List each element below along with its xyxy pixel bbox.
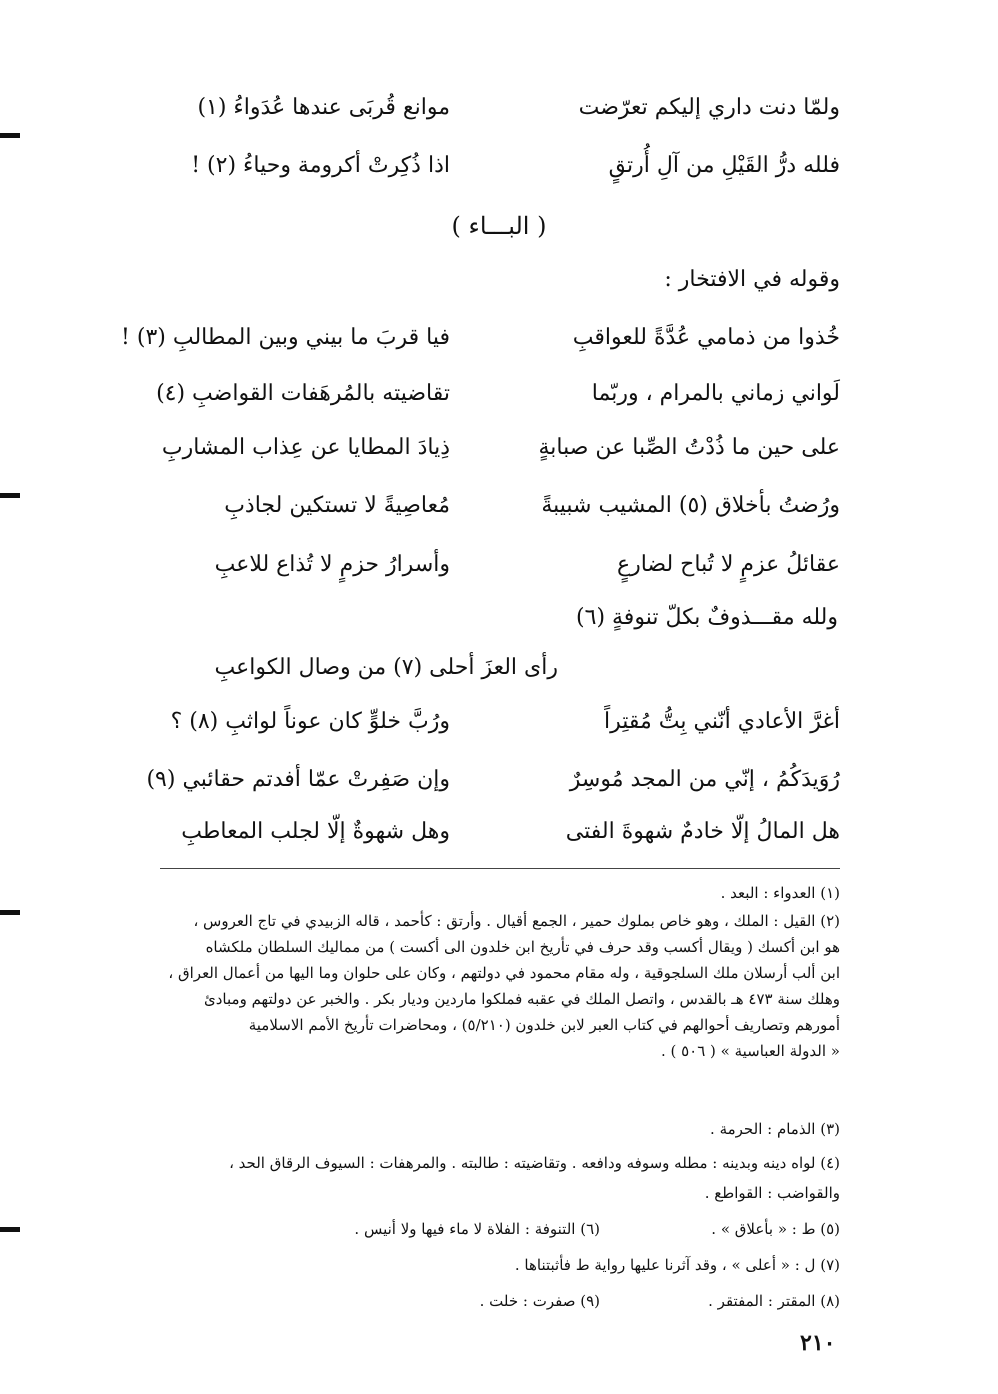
verse-hemistich-second: ذِيادَ المطايا عن عِذاب المشاربِ <box>161 435 450 460</box>
verse <box>150 428 840 468</box>
footnote-2-line: أمورهم وتصاريف أحوالهم في كتاب العبر لابن خلدون (٥/٢١٠) ، ومحاضرات تأريخ الأمم الاسلامية <box>248 1016 840 1034</box>
margin-mark <box>0 1227 20 1232</box>
footnote-8: (٨) المقتر : المفتقر . <box>708 1292 840 1310</box>
footnote-4-line: والقواضب : القواطع . <box>704 1184 840 1202</box>
margin-mark <box>0 133 20 138</box>
verse-hemistich-second: موانع قُربَى عندها عُدَواءُ (١) <box>197 95 450 120</box>
verse-hemistich-first: رُوَيدَكُمُ ، إنّي من المجد مُوسِرٌ <box>569 767 840 792</box>
verse-hemistich-first: ولمّا دنت داري إليكم تعرّضت <box>578 95 840 120</box>
verse-hemistich-second: وأسرارُ حزمٍ لا تُذاع للاعبِ <box>214 552 450 577</box>
verse <box>150 374 840 414</box>
footnote-2-line: ابن ألب أرسلان ملك السلجوقية ، وله مقام محمود في دولتهم ، وكان على حلوان وما اليها من أعمال العراق ، <box>168 964 840 982</box>
verse <box>121 318 840 358</box>
verse-hemistich-second: وهل شهوةٌ إلّا لجلب المعاطبِ <box>181 819 450 844</box>
verse <box>146 760 840 800</box>
verse-hemistich-second: مُعاصِيةً لا تستكين لجاذبِ <box>224 493 450 518</box>
verse-hemistich-second: تقاضيته بالمُرهَفات القواضبِ (٤) <box>156 381 450 406</box>
footnote-2-line: (٢) القيل : الملك ، وهو خاص بملوك حمير ، الجمع أقيال . وأرتق : كأحمد ، قاله الزبيدي في تاج العروس ، <box>193 912 840 930</box>
verse-hemistich-second: اذا ذُكِرتْ أكرومة وحياءُ (٢) ! <box>191 153 450 178</box>
section-heading: ( البـــاء ) <box>451 212 547 240</box>
verse-hemistich-first: أغرَّ الأعادي أنّني بِتُّ مُقتِراً <box>604 709 840 734</box>
verse-hemistich-first: على حين ما ذُدْتُ الصِّبا عن صبابةٍ <box>538 435 840 460</box>
verse-hemistich-second: وإن صَفِرتْ عمّا أفدتم حقائبي (٩) <box>146 767 450 792</box>
verse-hemistich-first: خُذوا من ذمامي عُدَّةً للعواقبِ <box>572 325 840 350</box>
verse-hemistich-second: ورُبَّ خلوٍّ كان عوناً لواثبِ (٨) ؟ <box>170 709 450 734</box>
footnote-5: (٥) ط : « بأعلاق » . <box>711 1220 840 1238</box>
footnote-2-line: وهلك سنة ٤٧٣ هـ بالقدس ، واتصل الملك في عقبه فملكوا ماردين وديار بكر . والخبر عن دولتهم ومبادئ <box>204 990 840 1008</box>
footnote-4-line: (٤) لواه دينه وبدينه : مطله وسوفه ودافعه . وتقاضيته : طالبته . والمرهفات : السيوف الرقاق الحد ، <box>229 1154 840 1172</box>
verse-hemistich-first: عقائلُ عزمٍ لا تُباح لضارعٍ <box>616 552 840 577</box>
verse <box>150 88 840 128</box>
footnote-row <box>160 1216 840 1242</box>
footnote-2-line: هو ابن أكسك ( ويقال أكسب وقد حرف في تأريخ ابن خلدون الى أكست ) من مماليك السلطان ملكشاه <box>205 938 840 956</box>
page-number: ٢١٠ <box>800 1330 836 1356</box>
footnote-9: (٩) صفرت : خلت . <box>479 1292 600 1310</box>
verse <box>150 812 840 852</box>
verse-hemistich-first: فلله درُّ القَيْلِ من آلِ أُرتقٍ <box>608 153 840 178</box>
verse-hemistich-first: هل المالُ إلّا خادمٌ شهوةَ الفتى <box>565 819 840 844</box>
verse-hemistich-second: فيا قربَ ما بيني وبين المطالبِ (٣) ! <box>121 325 450 350</box>
footnote-6: (٦) التنوفة : الفلاة لا ماء فيها ولا أنيس . <box>354 1220 600 1238</box>
footnote-7: (٧) ل : « أعلى » ، وقد آثرنا عليها رواية ط فأثبتناها . <box>514 1256 840 1274</box>
verse-hemistich-first: لَواني زماني بالمرام ، وربّما <box>591 381 840 406</box>
verse <box>150 486 840 526</box>
footnote-3: (٣) الذمام : الحرمة . <box>710 1120 840 1138</box>
footnote-divider <box>160 868 840 869</box>
footnote-row <box>160 1288 840 1314</box>
footnote-1: (١) العدواء : البعد . <box>720 884 840 902</box>
verse-hemistich-first: ورُضتُ بأخلاق (٥) المشيب شبيبةً <box>541 493 840 518</box>
margin-mark <box>0 910 20 915</box>
verse <box>150 146 840 186</box>
poem-intro: وقوله في الافتخار : <box>664 267 840 292</box>
margin-mark <box>0 493 20 498</box>
verse-hemistich-second: رأى العزَ أحلى (٧) من وصال الكواعبِ <box>214 655 558 680</box>
verse <box>150 702 840 742</box>
footnote-2-line: « الدولة العباسية » ( ٥٠٦ ) . <box>660 1042 840 1060</box>
verse <box>150 545 840 585</box>
verse-hemistich-first: ولله مقـــذوفٌ بكلّ تنوفةٍ (٦) <box>576 605 838 630</box>
